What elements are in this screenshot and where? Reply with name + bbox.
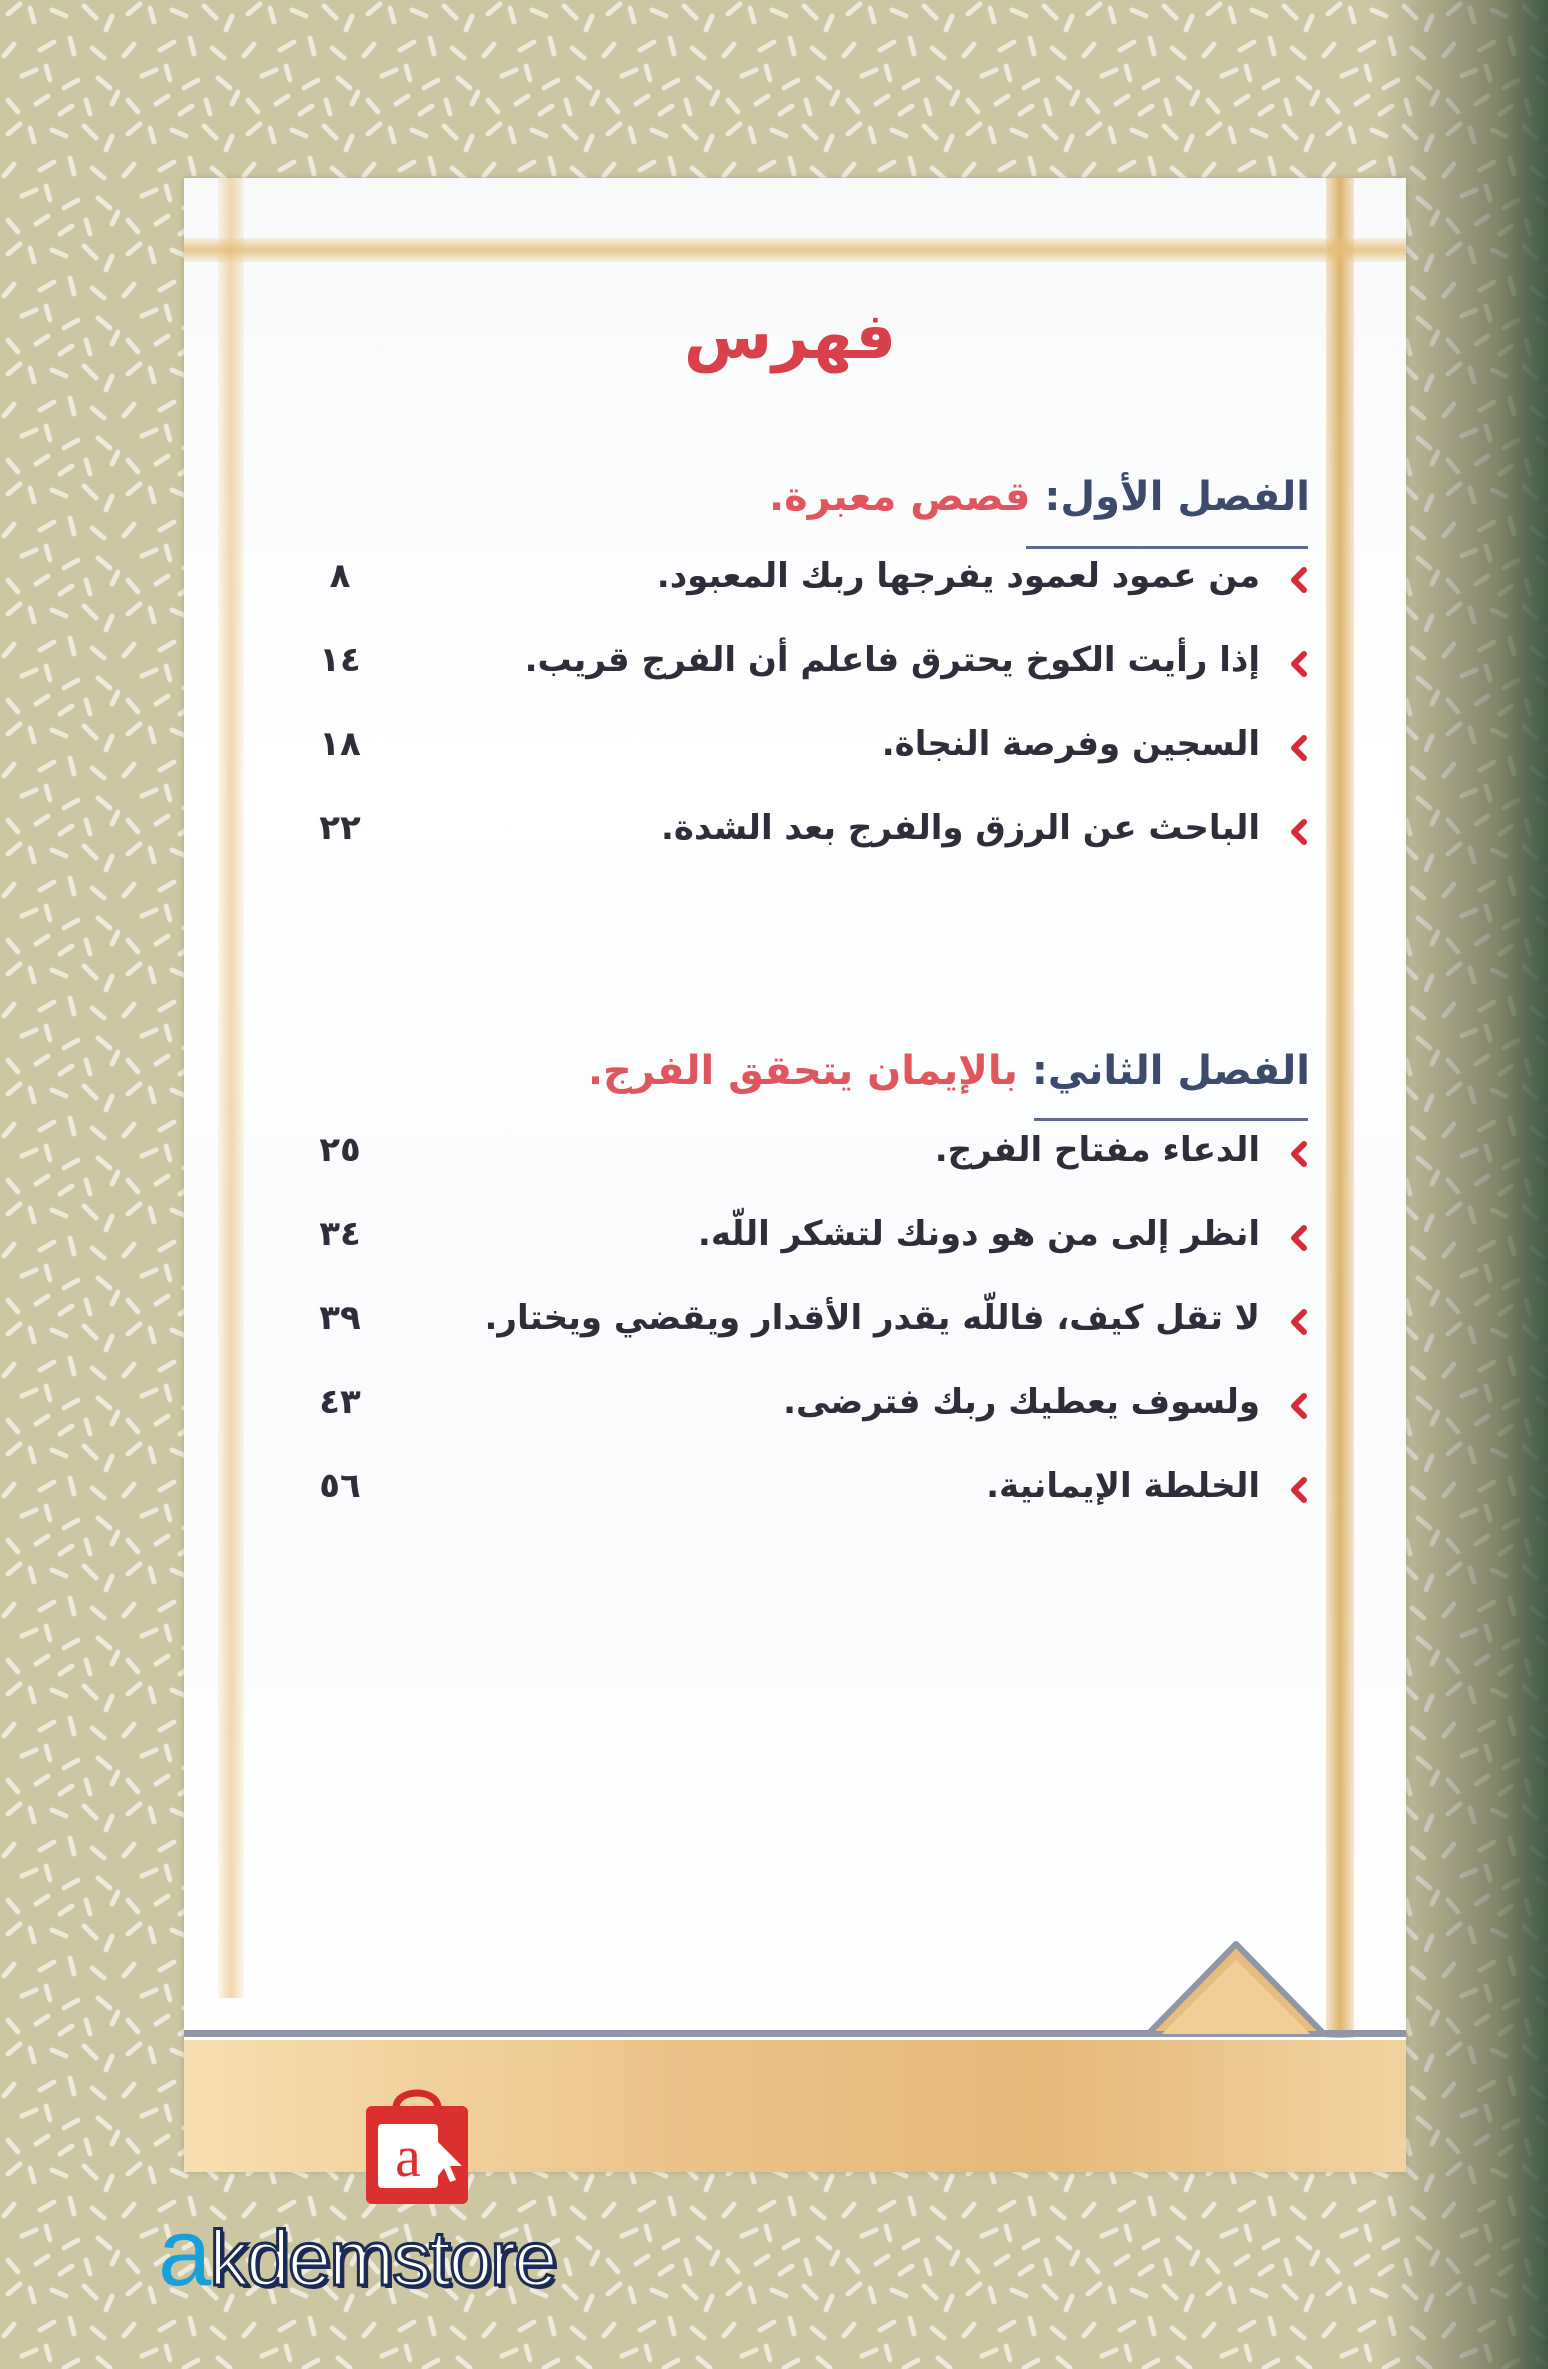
chapter-2-heading xyxy=(588,1048,1310,1094)
toc-entry-page: ٨ xyxy=(329,556,351,596)
chapter-2-label: الفصل الثاني: xyxy=(1031,1048,1310,1094)
chapter-1-heading xyxy=(769,474,1310,520)
toc-entry-page: ٤٣ xyxy=(319,1382,361,1422)
toc-entry-title: الباحث عن الرزق والفرج بعد الشدة. xyxy=(660,808,1260,848)
toc-entry[interactable] xyxy=(300,1382,1310,1434)
decorative-gold-bar-left xyxy=(218,178,244,1998)
chevron-left-icon xyxy=(1286,818,1310,846)
decorative-triangle-peak xyxy=(1140,1938,1340,2038)
toc-entry[interactable] xyxy=(300,1130,1310,1182)
chapter-1-name: قصص معبرة. xyxy=(768,474,1031,520)
toc-entry-title: ولسوف يعطيك ربك فترضى. xyxy=(783,1382,1260,1422)
chevron-left-icon xyxy=(1286,1392,1310,1420)
chapter-1-label: الفصل الأول: xyxy=(1044,474,1310,520)
svg-text:a: a xyxy=(395,2124,421,2189)
toc-entry-title: انظر إلى من هو دونك لتشكر اللّه. xyxy=(697,1214,1260,1254)
chevron-left-icon xyxy=(1286,1140,1310,1168)
decorative-gold-bar-top xyxy=(184,238,1406,262)
toc-entry-page: ٢٢ xyxy=(319,808,361,848)
chevron-left-icon xyxy=(1286,1224,1310,1252)
toc-entry[interactable] xyxy=(300,808,1310,860)
decorative-gold-bar-right xyxy=(1326,178,1354,2038)
toc-entry-title: الخلطة الإيمانية. xyxy=(986,1466,1260,1506)
chevron-left-icon xyxy=(1286,566,1310,594)
chevron-left-icon xyxy=(1286,650,1310,678)
toc-entry-page: ٣٩ xyxy=(319,1298,361,1338)
toc-entry[interactable] xyxy=(300,640,1310,692)
toc-entry-page: ١٨ xyxy=(319,724,361,764)
toc-entry-page: ٣٤ xyxy=(319,1214,361,1254)
toc-entry-title: إذا رأيت الكوخ يحترق فاعلم أن الفرج قريب. xyxy=(524,640,1260,680)
chevron-left-icon xyxy=(1286,1308,1310,1336)
brand-wordmark: akdemstore xyxy=(158,2199,556,2306)
toc-entry-title: من عمود لعمود يفرجها ربك المعبود. xyxy=(656,556,1260,596)
page-title: فهرس xyxy=(683,300,897,374)
chapter-2-underline xyxy=(1034,1118,1308,1121)
toc-entry-title: لا تقل كيف، فاللّه يقدر الأقدار ويقضي ويختار. xyxy=(484,1298,1260,1338)
chevron-left-icon xyxy=(1286,1476,1310,1504)
shopping-bag-book-icon xyxy=(358,2080,476,2208)
toc-entry[interactable] xyxy=(300,724,1310,776)
toc-entry-page: ٥٦ xyxy=(319,1466,361,1506)
toc-entry[interactable] xyxy=(300,1466,1310,1518)
chapter-1-underline xyxy=(1026,546,1308,549)
akdemstore-watermark xyxy=(150,2080,690,2306)
toc-entry-title: السجين وفرصة النجاة. xyxy=(881,724,1260,764)
toc-entry-page: ١٤ xyxy=(319,640,361,680)
chevron-left-icon xyxy=(1286,734,1310,762)
toc-entry-title: الدعاء مفتاح الفرج. xyxy=(934,1130,1260,1170)
toc-entry[interactable] xyxy=(300,1298,1310,1350)
chapter-2-name: بالإيمان يتحقق الفرج. xyxy=(587,1048,1018,1094)
toc-entry-page: ٢٥ xyxy=(319,1130,361,1170)
toc-entry[interactable] xyxy=(300,556,1310,608)
toc-entry[interactable] xyxy=(300,1214,1310,1266)
